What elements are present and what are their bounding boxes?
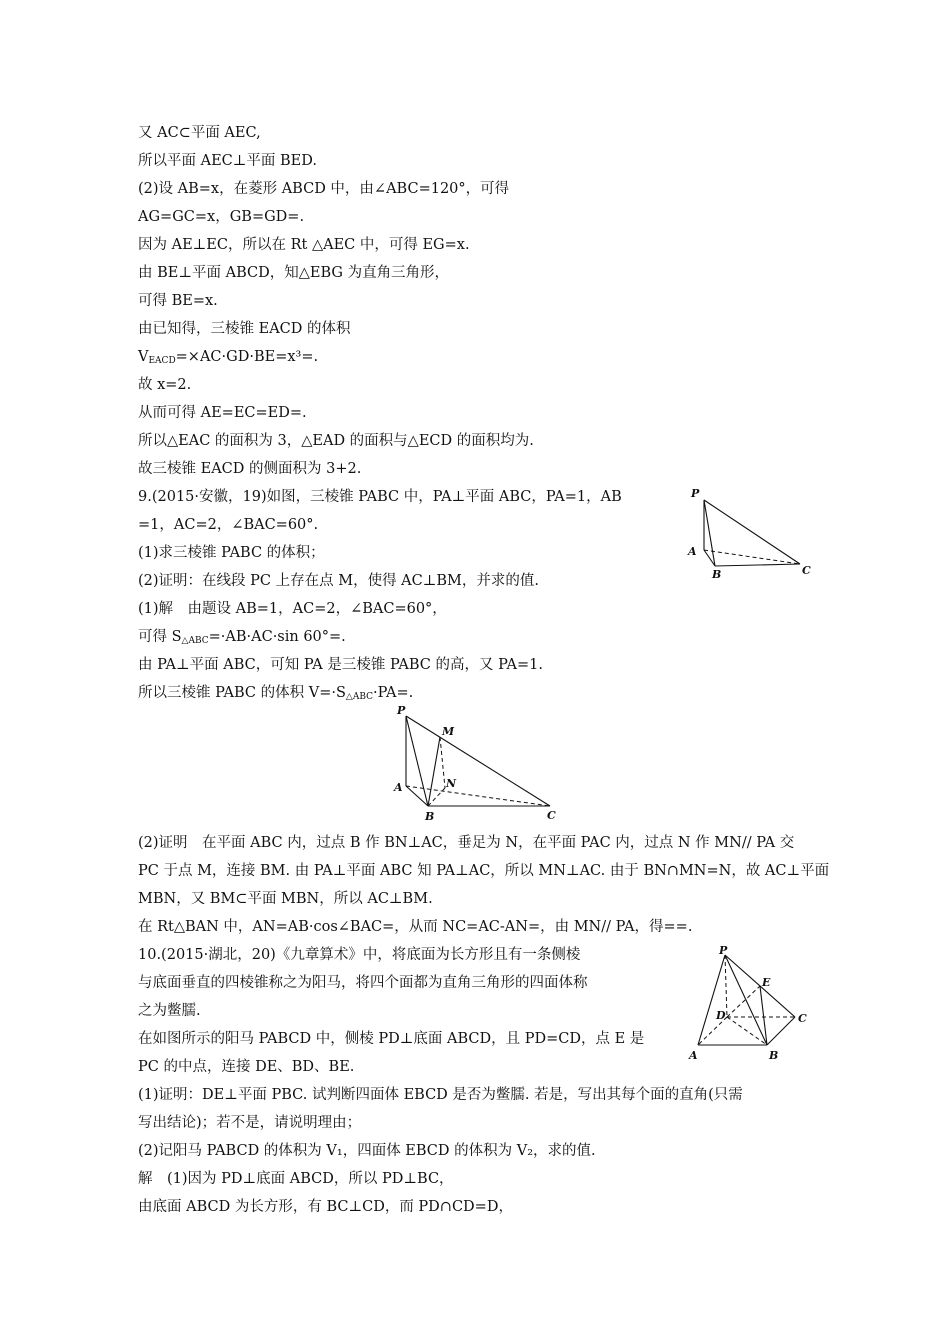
text-line-7: 可得 BE=x.	[138, 293, 218, 309]
edge-bc	[715, 564, 800, 566]
label-a: A	[688, 545, 697, 558]
edge-de	[727, 986, 760, 1017]
text-line-5: 因为 AE⊥EC，所以在 Rt △AEC 中，可得 EG=x.	[138, 237, 470, 253]
label-a: A	[689, 1049, 698, 1062]
text-segment: 所以三棱锥 PABC 的体积 V=·	[138, 685, 336, 701]
text-line-35: 由底面 ABCD 为长方形，有 BC⊥CD，而 PD∩CD=D，	[138, 1199, 513, 1215]
label-b: B	[712, 568, 722, 580]
text-line-34: 解 (1)因为 PD⊥底面 ABCD，所以 PD⊥BC，	[138, 1171, 454, 1187]
label-b: B	[425, 810, 435, 823]
text-line-1: 又 AC⊂平面 AEC,	[138, 125, 261, 141]
label-c: C	[547, 809, 556, 822]
text-segment: =·AB·AC·sin 60°=.	[208, 629, 346, 645]
label-d: D	[716, 1009, 726, 1022]
edge-pc	[704, 500, 800, 564]
text-line-22: (2)证明 在平面 ABC 内，过点 B 作 BN⊥AC，垂足为 N，在平面 PAC 内，过点 N 作 MN// PA 交	[138, 835, 795, 851]
edge-pc	[406, 716, 550, 806]
text-line-11: 从而可得 AE=EC=ED=.	[138, 405, 307, 421]
problem-10-heading: 10.(2015·湖北，20)《九章算术》中，将底面为长方形且有一条侧棱	[138, 947, 581, 963]
text-line-32: 写出结论)；若不是，请说明理由；	[138, 1115, 362, 1131]
figure-pyramid-pabc	[680, 488, 815, 580]
label-e: E	[762, 976, 771, 989]
text-line-30: PC 的中点，连接 DE、BD、BE.	[138, 1059, 355, 1075]
text-segment: ·PA=.	[373, 685, 414, 701]
text-line-2: 所以平面 AEC⊥平面 BED.	[138, 153, 317, 169]
area-symbol: S	[335, 685, 346, 701]
text-line-25: 在 Rt△BAN 中，AN=AB·cos∠BAC=，从而 NC=AC-AN=，由 MN// PA，得==.	[138, 919, 693, 935]
text-line-18: (1)解 由题设 AB=1，AC=2，∠BAC=60°，	[138, 601, 447, 617]
label-n: N	[446, 777, 457, 790]
volume-subscript: EACD	[148, 356, 176, 366]
text-line-31: (1)证明：DE⊥平面 PBC. 试判断四面体 EBCD 是否为鳖臑. 若是，写出其每个面的直角(只需	[138, 1087, 743, 1103]
volume-symbol: V	[138, 349, 149, 365]
label-p: P	[719, 945, 728, 957]
text-line-3: (2)设 AB=x，在菱形 ABCD 中，由∠ABC=120°，可得	[138, 181, 510, 197]
text-line-17: (2)证明：在线段 PC 上存在点 M，使得 AC⊥BM，并求的值.	[138, 573, 539, 589]
label-m: M	[442, 725, 455, 738]
text-line-16: (1)求三棱锥 PABC 的体积；	[138, 545, 325, 561]
text-line-20: 由 PA⊥平面 ABC，可知 PA 是三棱锥 PABC 的高，又 PA=1.	[138, 657, 543, 673]
area-symbol: S	[171, 629, 182, 645]
text-line-19	[138, 627, 346, 651]
label-p: P	[691, 488, 700, 500]
text-line-4: AG=GC=x，GB=GD=.	[138, 209, 305, 225]
edge-mn	[440, 737, 445, 788]
text-line-21	[138, 683, 413, 707]
text-line-33: (2)记阳马 PABCD 的体积为 V₁，四面体 EBCD 的体积为 V₂，求的值.	[138, 1143, 596, 1159]
text-line-28: 之为鳖臑.	[138, 1003, 201, 1019]
text-segment: 可得	[138, 629, 172, 645]
text-line-29: 在如图所示的阳马 PABCD 中，侧棱 PD⊥底面 ABCD，且 PD=CD，点 E 是	[138, 1031, 645, 1047]
edge-be	[760, 986, 767, 1045]
edge-bc	[767, 1017, 795, 1045]
text-line-12: 所以△EAC 的面积为 3，△EAD 的面积与△ECD 的面积均为.	[138, 433, 534, 449]
figure-pyramid-mn	[390, 702, 565, 824]
label-c: C	[802, 564, 811, 577]
edge-pd	[725, 955, 727, 1017]
label-c: C	[798, 1012, 807, 1025]
problem-9-heading: 9.(2015·安徽，19)如图，三棱锥 PABC 中，PA⊥平面 ABC，PA=1，AB	[138, 489, 622, 505]
edge-pb	[725, 955, 767, 1045]
text-line-10: 故 x=2.	[138, 377, 192, 393]
edge-pb	[406, 716, 428, 806]
text-line-23: PC 于点 M，连接 BM. 由 PA⊥平面 ABC 知 PA⊥AC，所以 MN⊥AC. 由于 BN∩MN=N，故 AC⊥平面	[138, 863, 830, 879]
text-line-24: MBN，又 BM⊂平面 MBN，所以 AC⊥BM.	[138, 891, 433, 907]
text-line-27: 与底面垂直的四棱锥称之为阳马，将四个面都为直角三角形的四面体称	[138, 975, 588, 991]
text-line-9: $V_{EACD}=\times AC\cdot GD\cdot BE=x^3=$.	[138, 349, 319, 366]
figure-yangma-pabcd	[685, 945, 815, 1065]
edge-ab	[406, 786, 428, 806]
edge-pb	[704, 500, 715, 566]
area-subscript: △ABC	[181, 636, 209, 646]
text-line-8: 由已知得，三棱锥 EACD 的体积	[138, 321, 351, 337]
label-p: P	[397, 704, 406, 717]
edge-ac	[704, 550, 800, 564]
label-b: B	[769, 1049, 779, 1062]
text-line-15: =1，AC=2，∠BAC=60°.	[138, 517, 319, 533]
area-subscript: △ABC	[345, 692, 374, 702]
text-line-13: 故三棱锥 EACD 的侧面积为 3+2.	[138, 461, 362, 477]
label-a: A	[394, 781, 403, 794]
text-line-6: 由 BE⊥平面 ABCD，知△EBG 为直角三角形，	[138, 265, 450, 281]
